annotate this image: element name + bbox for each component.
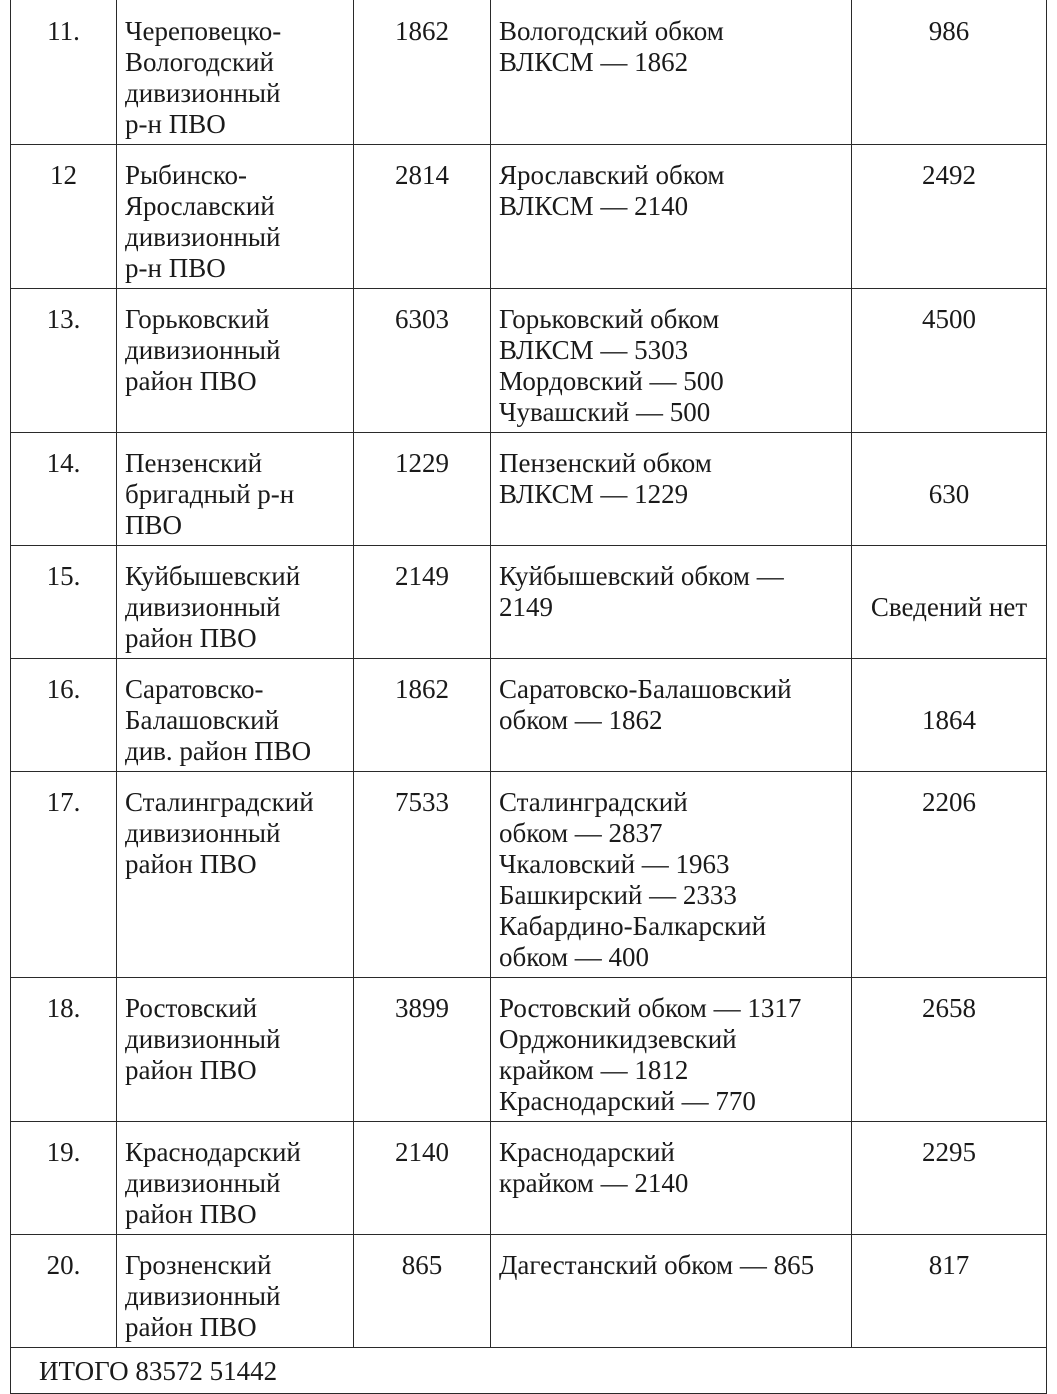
source-line: обком — 1862 [499,705,663,735]
source-cell [491,0,852,145]
source-line: Куйбышевский обком — [499,561,784,591]
total-cell: ИТОГО 83572 51442 [11,1348,1047,1394]
table-row [11,978,1047,1122]
district-name-cell [117,978,354,1122]
district-name-line: дивизионный [125,1281,281,1311]
result-cell: 4500 [852,289,1047,433]
table-row [11,289,1047,433]
source-line: Вологодский обком [499,16,724,46]
source-line: Чкаловский — 1963 [499,849,730,879]
district-name-cell [117,1235,354,1348]
source-cell [491,433,852,546]
source-line: Ростовский обком — 1317 [499,993,802,1023]
source-line: 2149 [499,592,553,622]
district-name-cell [117,659,354,772]
table-row [11,145,1047,289]
district-name-line: бригадный р-н [125,479,295,509]
district-name-line: Куйбышевский [125,561,301,591]
row-number-cell: 17. [11,772,117,978]
district-name-line: Грозненский [125,1250,272,1280]
district-name-cell [117,433,354,546]
source-line: Башкирский — 2333 [499,880,737,910]
row-number-cell: 12 [11,145,117,289]
source-line: Саратовско-Балашовский [499,674,792,704]
result-cell: 2295 [852,1122,1047,1235]
count-cell: 2814 [354,145,491,289]
table-row [11,433,1047,546]
source-line: Краснодарский [499,1137,675,1167]
table-row [11,0,1047,145]
source-cell [491,1122,852,1235]
result-cell: 2492 [852,145,1047,289]
district-name-cell [117,1122,354,1235]
source-line: Краснодарский — 770 [499,1086,756,1116]
row-number-cell: 16. [11,659,117,772]
table-row [11,772,1047,978]
district-name-line: Вологодский [125,47,274,77]
count-cell: 6303 [354,289,491,433]
count-cell: 1862 [354,0,491,145]
source-cell [491,772,852,978]
district-name-line: район ПВО [125,1055,257,1085]
count-cell: 1862 [354,659,491,772]
row-number-cell: 15. [11,546,117,659]
district-name-line: район ПВО [125,1312,257,1342]
result-cell: 2658 [852,978,1047,1122]
source-cell [491,978,852,1122]
count-cell: 2149 [354,546,491,659]
source-line: Сталинградский [499,787,688,817]
district-name-line: Ростовский [125,993,258,1023]
result-cell: Сведений нет [852,546,1047,659]
district-name-line: Краснодарский [125,1137,301,1167]
district-name-line: дивизионный [125,78,281,108]
district-name-line: Ярославский [125,191,275,221]
district-name-line: р-н ПВО [125,109,226,139]
table-row [11,546,1047,659]
source-line: обком — 2837 [499,818,663,848]
source-line: Орджоникидзевский [499,1024,737,1054]
source-line: Мордовский — 500 [499,366,724,396]
district-name-line: р-н ПВО [125,253,226,283]
row-number-cell: 20. [11,1235,117,1348]
source-line: ВЛКСМ — 1862 [499,47,689,77]
source-line: обком — 400 [499,942,650,972]
table-row [11,659,1047,772]
district-name-cell [117,772,354,978]
source-cell [491,145,852,289]
source-cell [491,659,852,772]
source-line: ВЛКСМ — 1229 [499,479,689,509]
district-name-cell [117,546,354,659]
district-name-line: Рыбинско- [125,160,248,190]
records-table [10,0,1047,1394]
district-name-line: дивизионный [125,335,281,365]
result-cell: 817 [852,1235,1047,1348]
table-row [11,1235,1047,1348]
district-name-line: Череповецко- [125,16,282,46]
district-name-line: Сталинградский [125,787,314,817]
count-cell: 2140 [354,1122,491,1235]
count-cell: 1229 [354,433,491,546]
district-name-cell [117,0,354,145]
district-name-line: Пензенский [125,448,263,478]
district-name-cell [117,145,354,289]
source-cell [491,1235,852,1348]
source-cell [491,546,852,659]
source-line: Чувашский — 500 [499,397,711,427]
row-number-cell: 19. [11,1122,117,1235]
result-cell: 986 [852,0,1047,145]
district-name-line: дивизионный [125,1024,281,1054]
district-name-line: район ПВО [125,1199,257,1229]
district-name-line: район ПВО [125,366,257,396]
count-cell: 3899 [354,978,491,1122]
district-name-line: див. район ПВО [125,736,312,766]
district-name-line: дивизионный [125,818,281,848]
district-name-line: дивизионный [125,592,281,622]
row-number-cell: 11. [11,0,117,145]
source-line: Ярославский обком [499,160,725,190]
table-body [11,0,1047,1348]
district-name-line: дивизионный [125,222,281,252]
district-name-line: район ПВО [125,623,257,653]
district-name-line: ПВО [125,510,183,540]
result-cell: 2206 [852,772,1047,978]
district-name-line: Саратовско- [125,674,264,704]
result-cell: 1864 [852,659,1047,772]
source-line: Горьковский обком [499,304,720,334]
source-line: Пензенский обком [499,448,712,478]
total-row [11,1348,1047,1394]
row-number-cell: 18. [11,978,117,1122]
row-number-cell: 13. [11,289,117,433]
source-line: Кабардино-Балкарский [499,911,767,941]
count-cell: 865 [354,1235,491,1348]
district-name-cell [117,289,354,433]
district-name-line: дивизионный [125,1168,281,1198]
source-cell [491,289,852,433]
result-cell: 630 [852,433,1047,546]
source-line: крайком — 2140 [499,1168,689,1198]
source-line: ВЛКСМ — 2140 [499,191,689,221]
row-number-cell: 14. [11,433,117,546]
source-line: крайком — 1812 [499,1055,689,1085]
count-cell: 7533 [354,772,491,978]
source-line: ВЛКСМ — 5303 [499,335,689,365]
district-name-line: Горьковский [125,304,270,334]
table-row [11,1122,1047,1235]
source-line: Дагестанский обком — 865 [499,1250,815,1280]
district-name-line: Балашовский [125,705,280,735]
district-name-line: район ПВО [125,849,257,879]
